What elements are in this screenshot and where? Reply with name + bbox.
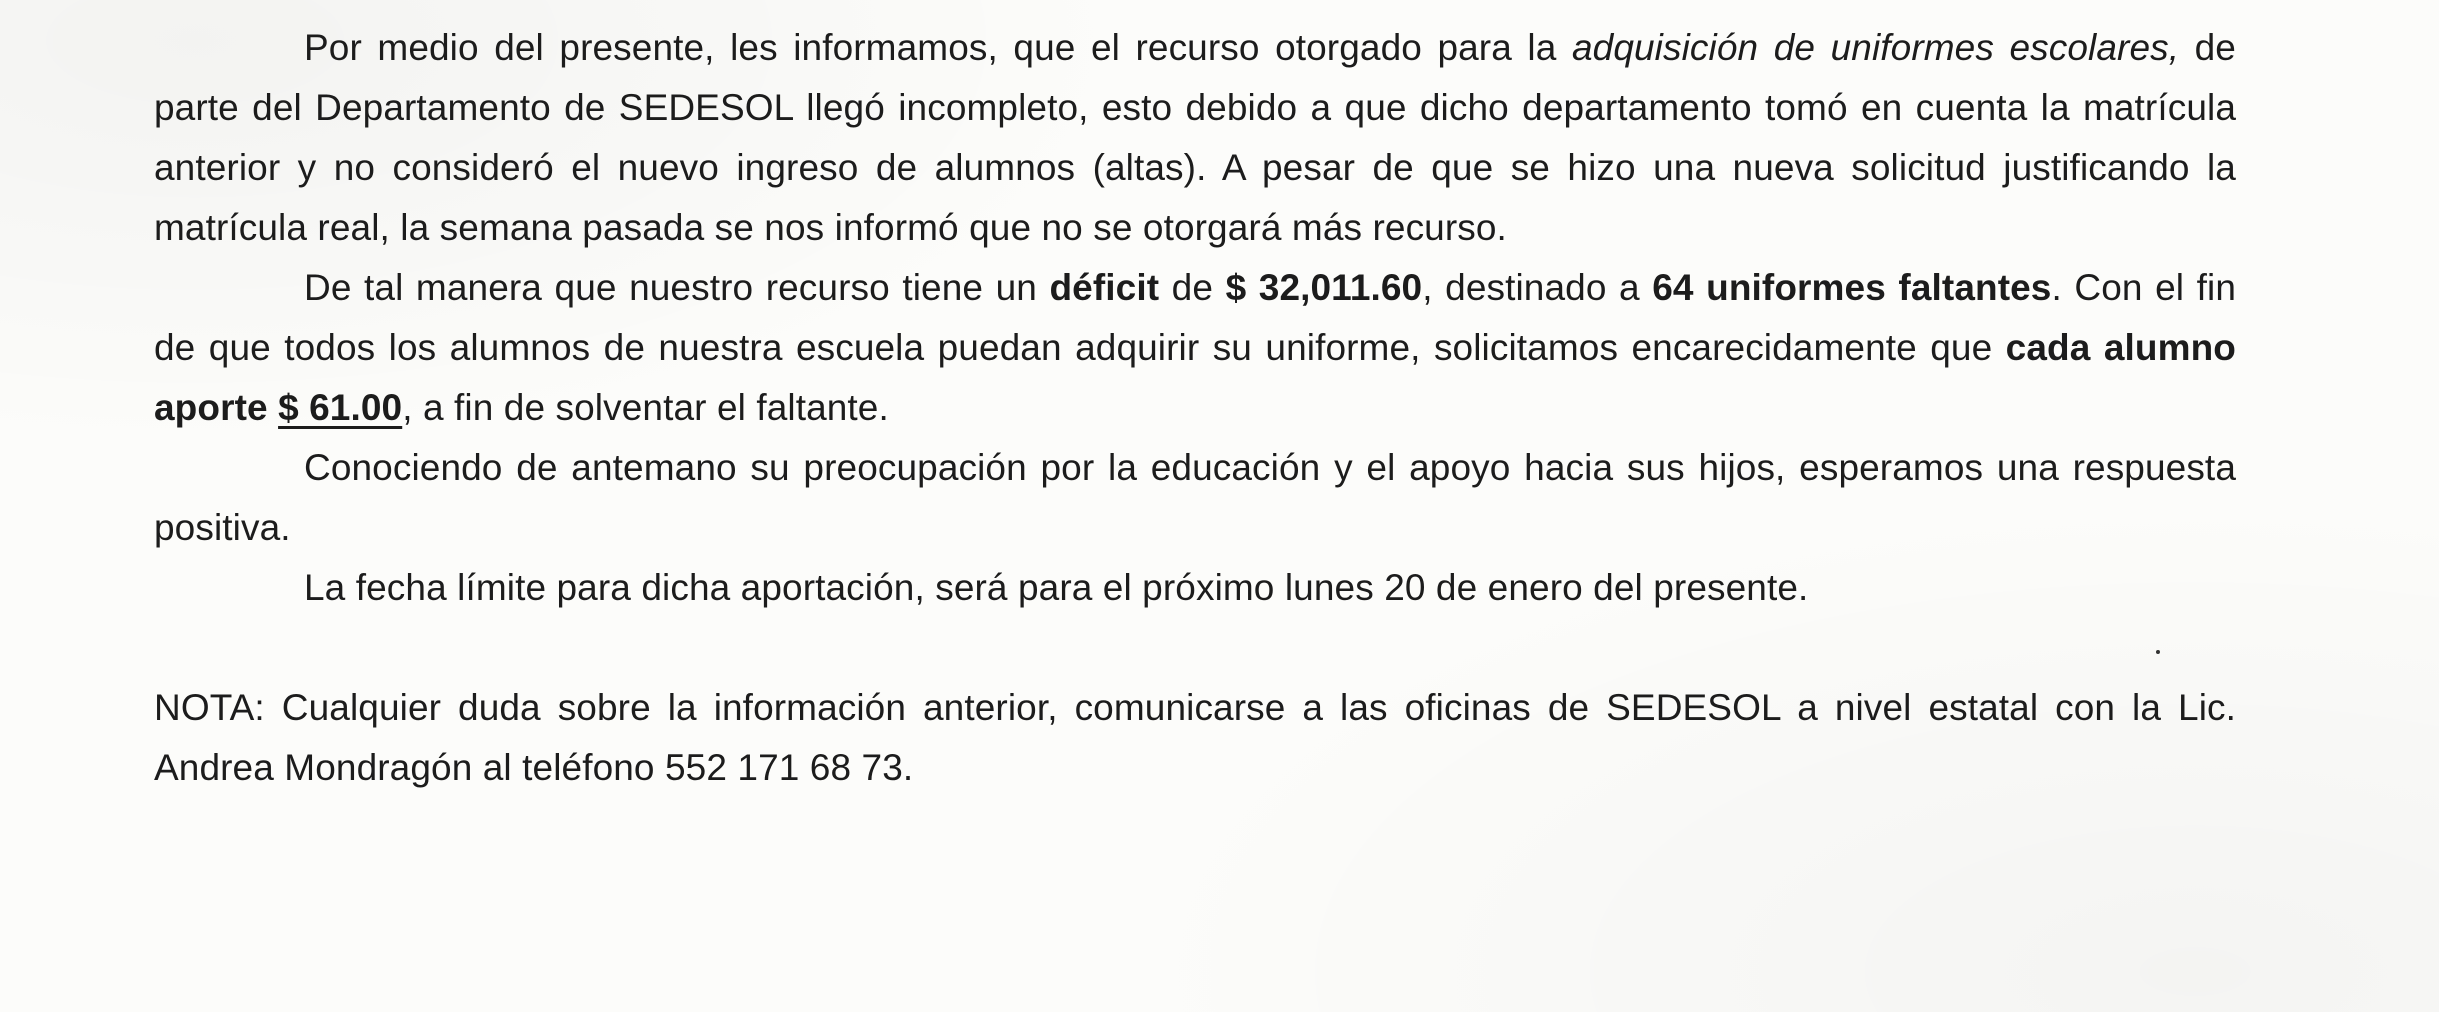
text-segment: , a fin de solventar el faltante. xyxy=(402,387,889,428)
text-segment-bold: cada alumno aporte xyxy=(154,327,2236,428)
text-segment: Conociendo de antemano su preocupación por la educación y el apoyo hacia sus hijos, esperamos una respuesta positiva. xyxy=(154,447,2236,548)
letter-body xyxy=(154,18,2236,798)
text-segment: de xyxy=(1159,267,1226,308)
paragraph-resource-notice xyxy=(154,18,2236,258)
missing-uniforms-count: 64 uniformes faltantes xyxy=(1652,267,2052,308)
paragraph-closing xyxy=(154,438,2236,558)
text-segment: de parte del Departamento de SEDESOL llegó incompleto, esto debido a que dicho departamento tomó en cuenta la matrícula anterior y no consideró el nuevo ingreso de alumnos (altas). A pesar de que se hizo una nueva solicitud justificando la matrícula real, la semana pasada se nos informó que no se otorgará más recurso. xyxy=(154,27,2236,248)
paragraph-deficit xyxy=(154,258,2236,438)
text-segment: Por medio del presente, les informamos, que el recurso otorgado para la xyxy=(304,27,1572,68)
contribution-amount: $ 61.00 xyxy=(278,387,403,428)
paragraph-deadline xyxy=(154,558,2236,618)
text-segment: . Con el fin de que todos los alumnos de nuestra escuela puedan adquirir su uniforme, solicitamos encarecidamente que xyxy=(154,267,2236,368)
text-segment-bold: déficit xyxy=(1049,267,1160,308)
deficit-amount: $ 32,011.60 xyxy=(1225,267,1423,308)
text-segment: De tal manera que nuestro recurso tiene un xyxy=(304,267,1050,308)
note-text: NOTA: Cualquier duda sobre la información anterior, comunicarse a las oficinas de SEDESOL a nivel estatal con la Lic. Andrea Mondragón al teléfono 552 171 68 73. xyxy=(154,687,2236,788)
scan-speck xyxy=(2156,650,2160,654)
text-segment: , destinado a xyxy=(1422,267,1653,308)
text-segment-italic: adquisición de uniformes escolares, xyxy=(1571,27,2180,68)
note-paragraph xyxy=(154,678,2236,798)
text-segment: La fecha límite para dicha aportación, será para el próximo lunes 20 de enero del presente. xyxy=(304,567,1809,608)
